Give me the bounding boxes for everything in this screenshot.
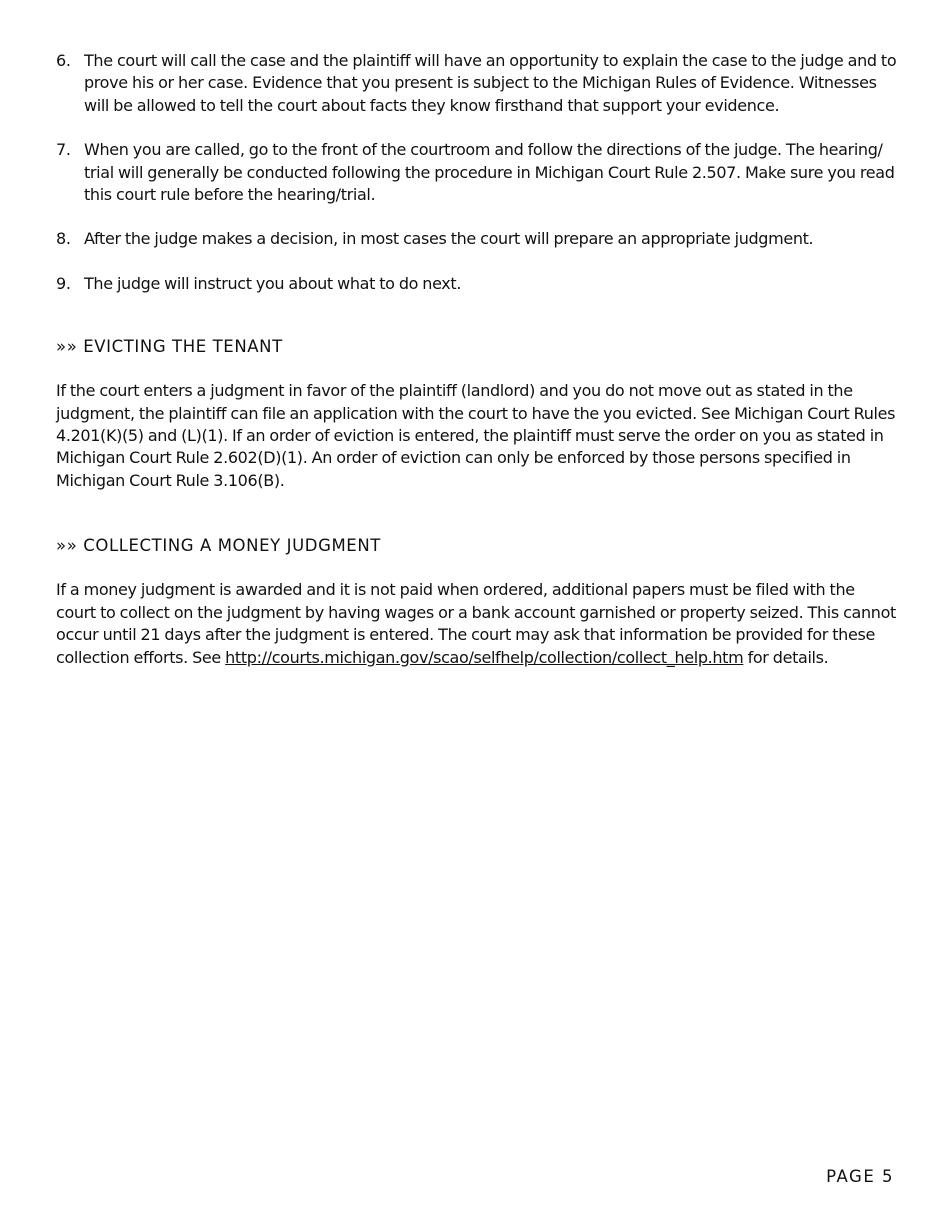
list-text: When you are called, go to the front of the courtroom and follow the directions of the judge. The hearing/ trial will generally be conducted following the procedure in Michigan Court Rule 2.507. Make sure you read this court rule before the hearing/trial. [84,140,895,205]
evicting-heading: »» EVICTING THE TENANT [56,337,283,357]
list-text: The court will call the case and the plaintiff will have an opportunity to explain the case to the judge and to prove his or her case. Evidence that you present is subject to the Michigan Rules of Evidence. Witnesses will be allowed to tell the court about facts they know firsthand that support your evidence. [84,51,897,115]
collecting-heading: »» COLLECTING A MONEY JUDGMENT [56,536,381,556]
page-number: PAGE 5 [826,1167,894,1186]
list-item-6 [56,50,898,117]
list-number: 6. [56,51,71,70]
collecting-body [56,579,898,669]
list-number: 9. [56,273,71,293]
list-number: 7. [56,140,71,160]
collection-help-link[interactable]: http://courts.michigan.gov/scao/selfhelp/collection/collect_help.htm [225,647,744,667]
list-item-8 [56,228,898,250]
collecting-body-text: If a money judgment is awarded and it is not paid when ordered, additional papers must be filed with the court to collect on the judgment by having wages or a bank account garnished or property seized. This cannot occur until 21 days after the judgment is entered. The court may ask that information be provided for these collection efforts. See [56,580,896,667]
list-item-7 [56,139,898,206]
list-text: The judge will instruct you about what to do next. [84,273,462,293]
list-number: 8. [56,229,71,249]
page-content [56,50,898,669]
list-item-9 [56,273,898,295]
evicting-body: If the court enters a judgment in favor of the plaintiff (landlord) and you do not move out as stated in the judgment, the plaintiff can file an application with the court to have the you evicted. See Michigan Court Rules 4.201(K)(5) and (L)(1). If an order of eviction is entered, the plaintiff must serve the order on you as stated in Michigan Court Rule 2.602(D)(1). An order of eviction can only be enforced by those persons specified in Michigan Court Rule 3.106(B). [56,381,896,490]
collecting-body-text-end: for details. [743,647,829,667]
list-text: After the judge makes a decision, in most cases the court will prepare an appropriate judgment. [84,229,814,249]
